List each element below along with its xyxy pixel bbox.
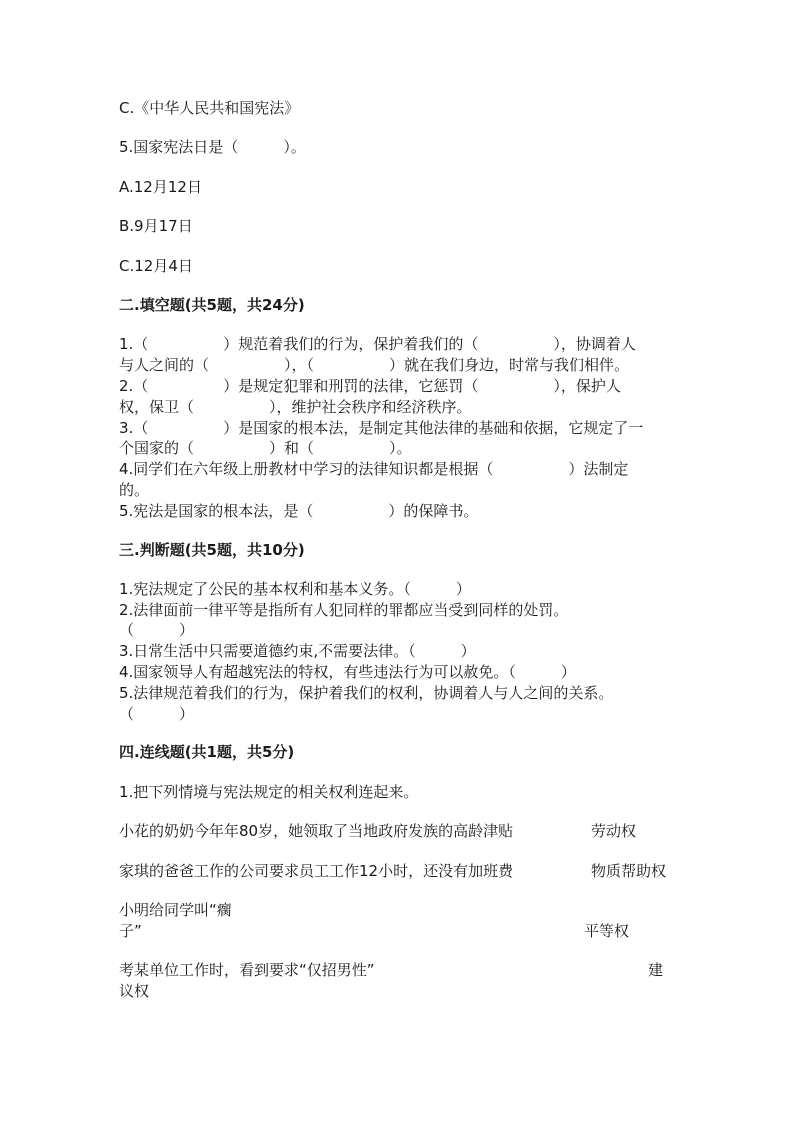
fill-line: 5.宪法是国家的根本法，是（ ）的保障书。 [119, 502, 479, 520]
fill-line: 的。 [119, 481, 150, 499]
matching-scenario: 家琪的爸爸工作的公司要求员工工作12小时，还没有加班费 [119, 862, 514, 880]
section2-heading: 二.填空题(共5题，共24分) [119, 296, 305, 314]
q5-option-c: C.12月4日 [119, 257, 193, 275]
q4-option-c: C.《中华人民共和国宪法》 [119, 99, 300, 117]
judge-line: （ ） [119, 705, 195, 723]
q5-option-b: B.9月17日 [119, 217, 193, 235]
matching-right: 物质帮助权 [591, 862, 667, 880]
matching-intro: 1.把下列情境与宪法规定的相关权利连起来。 [119, 783, 419, 801]
fill-line: 4.同学们在六年级上册教材中学习的法律知识都是根据（ ）法制定 [119, 460, 629, 478]
section4-heading: 四.连线题(共1题，共5分) [119, 743, 295, 761]
matching-scenario: 考某单位工作时，看到要求“仅招男性” [119, 961, 375, 979]
fill-line: 3.（ ）是国家的根本法，是制定其他法律的基础和依据，它规定了一 [119, 419, 644, 437]
fill-line: 个国家的（ ）和（ ）。 [119, 439, 412, 457]
matching-scenario: 小明给同学叫“瘸 [119, 901, 232, 919]
fill-line: 权，保卫（ ），维护社会秩序和经济秩序。 [119, 398, 472, 416]
fill-line: 与人之间的（ ），（ ）就在我们身边，时常与我们相伴。 [119, 356, 630, 374]
q5-stem: 5.国家宪法日是（ ）。 [119, 138, 306, 156]
matching-scenario-cont: 子” [119, 922, 142, 940]
judge-line: 1.宪法规定了公民的基本权利和基本义务。（ ） [119, 580, 471, 598]
matching-scenario: 小花的奶奶今年年80岁，她领取了当地政府发族的高龄津贴 [119, 822, 514, 840]
matching-right-cont: 议权 [119, 982, 150, 1000]
fill-line: 1.（ ）规范着我们的行为，保护着我们的（ ），协调着人 [119, 335, 636, 353]
q5-option-a: A.12月12日 [119, 178, 202, 196]
judge-line: 4.国家领导人有超越宪法的特权，有些违法行为可以赦免。（ ） [119, 663, 576, 681]
matching-right: 建 [648, 961, 664, 979]
matching-right: 劳动权 [591, 822, 637, 840]
judge-line: 5.法律规范着我们的行为，保护着我们的权利，协调着人与人之间的关系。 [119, 684, 614, 702]
matching-right: 平等权 [584, 922, 630, 940]
judge-line: 2.法律面前一律平等是指所有人犯同样的罪都应当受到同样的处罚。 [119, 601, 569, 619]
judge-line: （ ） [119, 621, 195, 639]
fill-line: 2.（ ）是规定犯罪和刑罚的法律，它惩罚（ ），保护人 [119, 377, 621, 395]
section3-heading: 三.判断题(共5题，共10分) [119, 541, 305, 559]
judge-line: 3.日常生活中只需要道德约束,不需要法律。（ ） [119, 642, 476, 660]
